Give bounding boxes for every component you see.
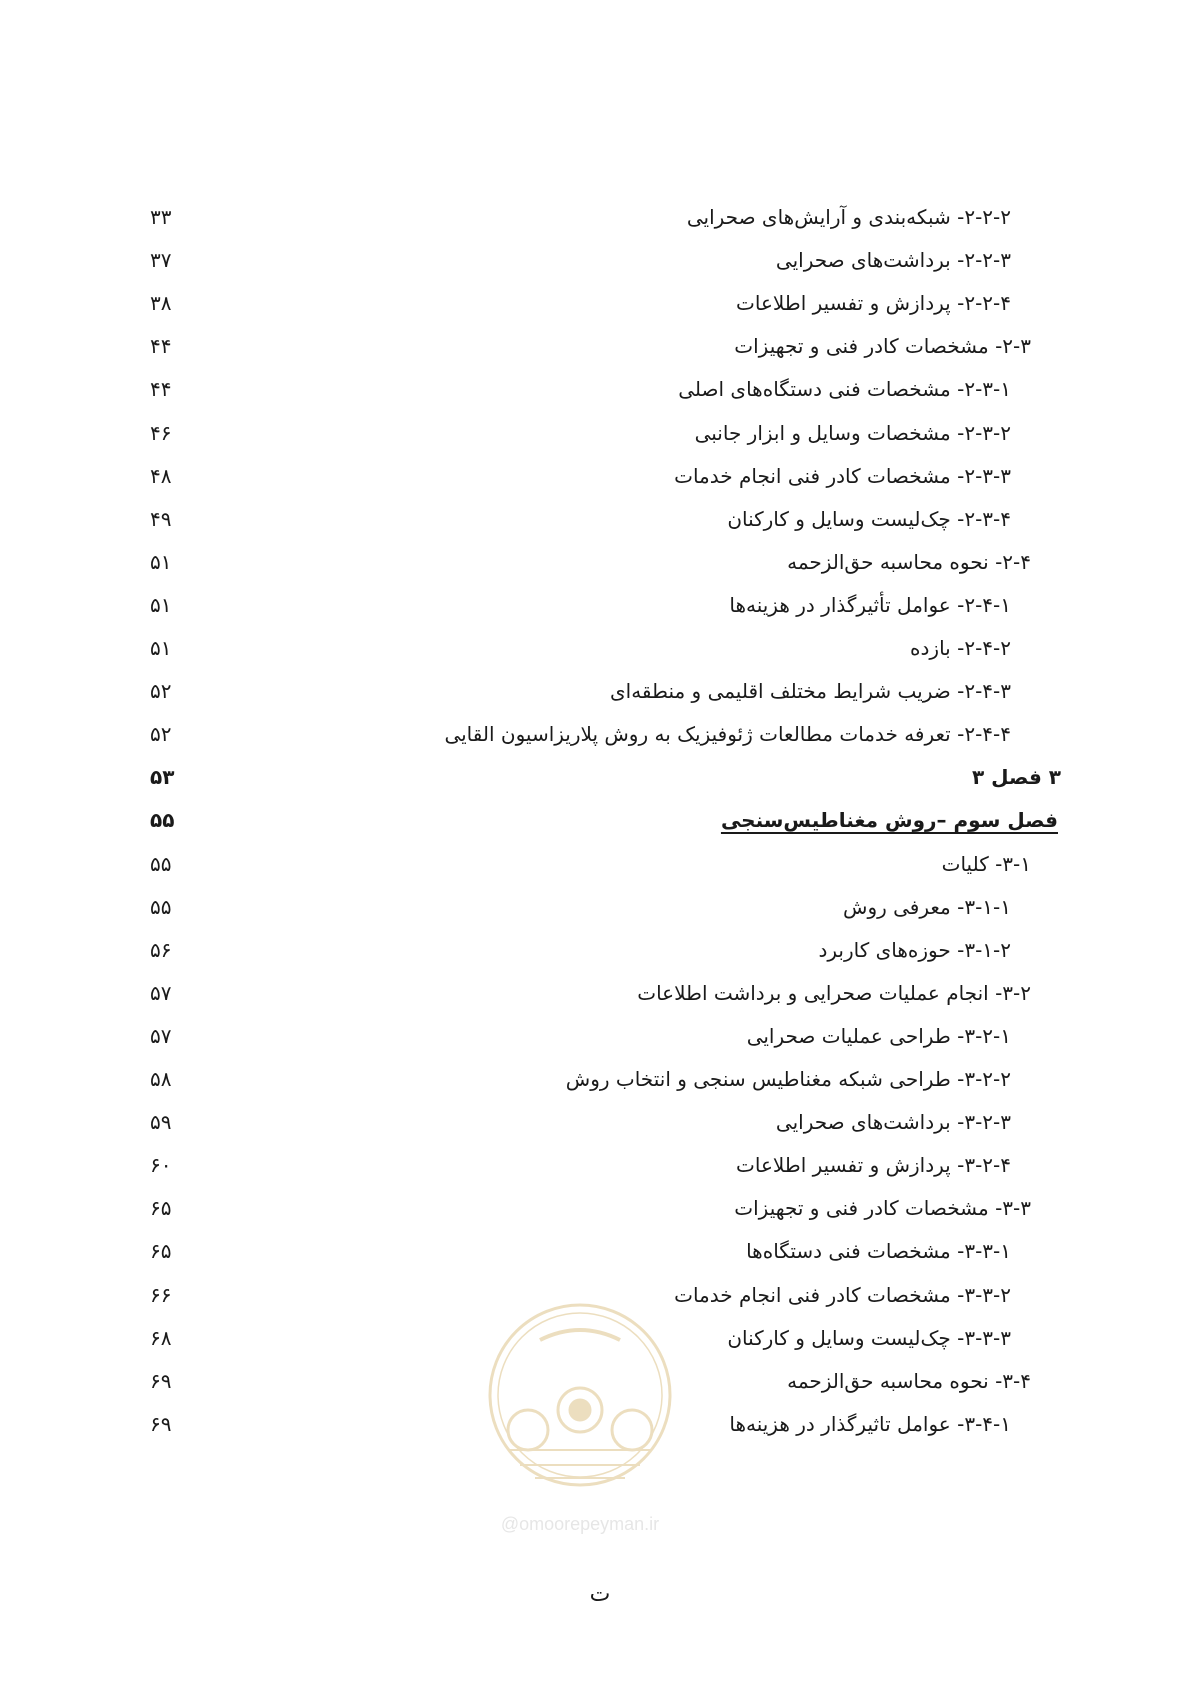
toc-entry-label: مشخصات فنی دستگاه‌های اصلی (678, 377, 951, 402)
toc-page-number: ۶۵ (150, 1196, 172, 1221)
toc-entry-title (734, 1188, 1031, 1228)
toc-entry-title (727, 499, 1011, 539)
toc-entry[interactable] (0, 499, 1191, 539)
toc-entry-number: ۲-۳-۴- (957, 506, 1011, 531)
toc-entry-title (610, 671, 1011, 711)
page-letter: ت (589, 1582, 611, 1607)
toc-entry-title (746, 1231, 1011, 1271)
toc-entry[interactable] (0, 800, 1191, 840)
toc-page-number: ۵۶ (150, 937, 172, 962)
toc-page-number: ۴۴ (150, 334, 172, 359)
toc-entry[interactable] (0, 283, 1191, 323)
toc-page-number: ۵۵ (150, 894, 172, 919)
toc-entry[interactable] (0, 326, 1191, 366)
toc-entry-label: عوامل تاثیرگذار در هزینه‌ها (729, 1411, 951, 1436)
toc-entry-label: تعرفه خدمات مطالعات ژئوفیزیک به روش پلاریزاسیون القایی (444, 722, 951, 747)
toc-entry-title (729, 585, 1011, 625)
toc-entry-number: ۳-۳-۲- (957, 1282, 1011, 1307)
toc-entry-number: ۳-۱- (995, 851, 1031, 876)
toc-entry-number: ۳-۴-۱- (957, 1411, 1011, 1436)
toc-entry-label: ضریب شرایط مختلف اقلیمی و منطقه‌ای (609, 679, 951, 704)
toc-page-number: ۵۱ (150, 549, 172, 574)
toc-entry-title (776, 1102, 1011, 1142)
toc-entry[interactable] (0, 1102, 1191, 1142)
toc-entry[interactable] (0, 1016, 1191, 1056)
toc-entry-label: شبکه‌بندی و آرایش‌های صحرایی (686, 205, 951, 229)
toc-page-number: ۴۸ (150, 463, 172, 488)
toc-entry[interactable] (0, 197, 1191, 237)
toc-entry-number: ۳-۱-۱- (957, 894, 1011, 919)
toc-page-number: ۵۷ (150, 1023, 172, 1048)
toc-entry-number: ۲-۳-۳- (957, 463, 1011, 488)
toc-entry-label: مشخصات فنی دستگاه‌ها (746, 1239, 951, 1264)
toc-entry-title (972, 757, 1061, 797)
toc-entry[interactable] (0, 671, 1191, 711)
toc-page-number: ۳۷ (150, 248, 172, 273)
toc-entry-title (843, 887, 1011, 927)
toc-entry-number: ۲-۲-۲- (957, 205, 1011, 229)
toc-entry-title (787, 1361, 1031, 1401)
toc-entry[interactable] (0, 369, 1191, 409)
toc-entry-title (566, 1059, 1011, 1099)
toc-entry-label: نحوه محاسبه حق‌الزحمه (787, 1368, 989, 1393)
toc-entry-number: ۳-۲-۳- (957, 1110, 1011, 1135)
toc-entry-title (678, 369, 1011, 409)
toc-entry-number: ۲-۴-۴- (957, 722, 1011, 747)
toc-entry-number: ۳-۲-۲- (957, 1067, 1011, 1091)
watermark-site: @omoorepeyman.ir (500, 1514, 660, 1534)
toc-page-number: ۵۵ (150, 808, 175, 833)
toc-page-number: ۶۶ (150, 1282, 172, 1307)
toc-entry-number: ۲-۳-۲- (957, 420, 1011, 445)
toc-entry-title (736, 1145, 1011, 1185)
toc-entry-label: مشخصات کادر فنی انجام خدمات (674, 463, 951, 488)
gear-scales-seal-icon (490, 1305, 670, 1485)
toc-entry-title (727, 1318, 1011, 1358)
toc-entry-number: ۳ (1048, 765, 1061, 790)
toc-page-number: ۳۳ (150, 205, 172, 229)
toc-entry-number: ۲-۳-۱- (957, 377, 1011, 402)
toc-page-number: ۶۹ (150, 1368, 172, 1393)
toc-entry[interactable] (0, 1188, 1191, 1228)
toc-entry[interactable] (0, 585, 1191, 625)
toc-page-number: ۵۷ (150, 980, 172, 1005)
toc-entry-label: برداشت‌های صحرایی (775, 248, 951, 273)
toc-entry-label: پردازش و تفسیر اطلاعات (736, 1153, 951, 1178)
toc-entry-number: ۳-۲-۱- (957, 1023, 1011, 1048)
omoorepeyman-watermark (480, 1300, 680, 1540)
toc-entry-number: ۳-۲- (995, 980, 1031, 1005)
toc-entry-number: ۳-۱-۲- (957, 937, 1011, 962)
toc-entry[interactable] (0, 844, 1191, 884)
toc-entry-number: ۲-۴-۳- (957, 679, 1011, 704)
toc-entry-label: مشخصات کادر فنی انجام خدمات (674, 1282, 951, 1307)
toc-page-number: ۵۲ (150, 679, 172, 704)
toc-entry[interactable] (0, 973, 1191, 1013)
toc-entry-title (637, 973, 1031, 1013)
toc-page-number: ۶۰ (150, 1153, 172, 1178)
toc-page-number: ۶۹ (150, 1411, 172, 1436)
toc-page-number: ۴۴ (150, 377, 172, 402)
toc-entry[interactable] (0, 413, 1191, 453)
toc-entry-label: پردازش و تفسیر اطلاعات (736, 291, 951, 316)
toc-entry-number: ۳-۴- (995, 1368, 1031, 1393)
toc-entry-title (747, 1016, 1011, 1056)
toc-entry-title (787, 542, 1031, 582)
toc-entry-label: فصل ۳ (971, 765, 1042, 790)
toc-entry-title (942, 844, 1031, 884)
toc-entry-number: ۲-۲-۴- (957, 291, 1011, 316)
toc-page-number: ۵۸ (150, 1067, 172, 1091)
toc-entry[interactable] (0, 542, 1191, 582)
toc-entry[interactable] (0, 757, 1191, 797)
toc-entry-label: مشخصات کادر فنی و تجهیزات (734, 1196, 989, 1221)
toc-entry[interactable] (0, 887, 1191, 927)
toc-entry-number: ۲-۴-۱- (957, 592, 1011, 617)
toc-entry-title (776, 240, 1011, 280)
toc-entry[interactable] (0, 456, 1191, 496)
toc-page-number: ۶۵ (150, 1239, 172, 1264)
toc-entry-label: معرفی روش (843, 894, 951, 919)
toc-entry-label: انجام عملیات صحرایی و برداشت اطلاعات (637, 980, 989, 1005)
toc-entry-number: ۲-۳- (995, 334, 1031, 359)
toc-entry-title (444, 714, 1011, 754)
toc-page-number: ۳۸ (150, 291, 172, 316)
toc-page-number: ۵۱ (150, 592, 172, 617)
toc-entry-title (674, 1275, 1011, 1315)
toc-entry-label: چک‌لیست وسایل و کارکنان (727, 1325, 951, 1350)
toc-entry-label: مشخصات کادر فنی و تجهیزات (734, 334, 989, 359)
toc-page-number: ۴۶ (150, 420, 172, 445)
toc-entry-title (818, 930, 1011, 970)
toc-entry-title (734, 326, 1031, 366)
toc-entry-title (729, 1404, 1011, 1444)
toc-entry-number: ۲-۲-۳- (957, 248, 1011, 273)
toc-entry[interactable] (0, 240, 1191, 280)
toc-entry[interactable] (0, 1145, 1191, 1185)
toc-entry-number: ۳-۳-۱- (957, 1239, 1011, 1264)
toc-page-number: ۵۱ (150, 636, 172, 660)
toc-entry-title (736, 283, 1011, 323)
toc-entry[interactable] (0, 1059, 1191, 1099)
toc-entry-label: حوزه‌های کاربرد (818, 937, 951, 962)
toc-entry-label: برداشت‌های صحرایی (775, 1110, 951, 1135)
toc-entry[interactable] (0, 930, 1191, 970)
toc-entry-number: ۳-۳-۳- (957, 1325, 1011, 1350)
toc-entry-number: ۳-۳- (995, 1196, 1031, 1221)
toc-page-number: ۴۹ (150, 506, 172, 531)
toc-entry-number: ۲-۴-۲- (957, 636, 1011, 660)
toc-entry-title (687, 197, 1011, 237)
toc-entry-title (674, 456, 1011, 496)
toc-entry[interactable] (0, 714, 1191, 754)
toc-page-number: ۵۹ (150, 1110, 172, 1135)
toc-entry-label: بازده (910, 636, 951, 660)
toc-entry[interactable] (0, 1231, 1191, 1271)
toc-entry-label: طراحی عملیات صحرایی (746, 1023, 951, 1048)
toc-entry-title: فصل سوم –روش مغناطیس‌سنجی (720, 808, 1058, 833)
toc-entry[interactable] (0, 628, 1191, 668)
toc-entry-number: ۳-۲-۴- (957, 1153, 1011, 1178)
toc-page-number: ۵۲ (150, 722, 172, 747)
toc-entry-label: نحوه محاسبه حق‌الزحمه (787, 549, 989, 574)
toc-page-number: ۵۳ (150, 765, 175, 790)
toc-entry-title (910, 628, 1011, 668)
toc-entry-label: عوامل تأثیرگذار در هزینه‌ها (729, 592, 951, 617)
toc-page-number: ۵۵ (150, 851, 172, 876)
toc-entry-label: مشخصات وسایل و ابزار جانبی (694, 420, 951, 445)
toc-entry-label: کلیات (941, 851, 989, 876)
toc-entry-title (695, 413, 1011, 453)
toc-entry-number: ۲-۴- (995, 549, 1031, 574)
toc-entry-label: طراحی شبکه مغناطیس سنجی و انتخاب روش (565, 1067, 951, 1091)
toc-entry-label: چک‌لیست وسایل و کارکنان (727, 506, 951, 531)
toc-page-number: ۶۸ (150, 1325, 172, 1350)
